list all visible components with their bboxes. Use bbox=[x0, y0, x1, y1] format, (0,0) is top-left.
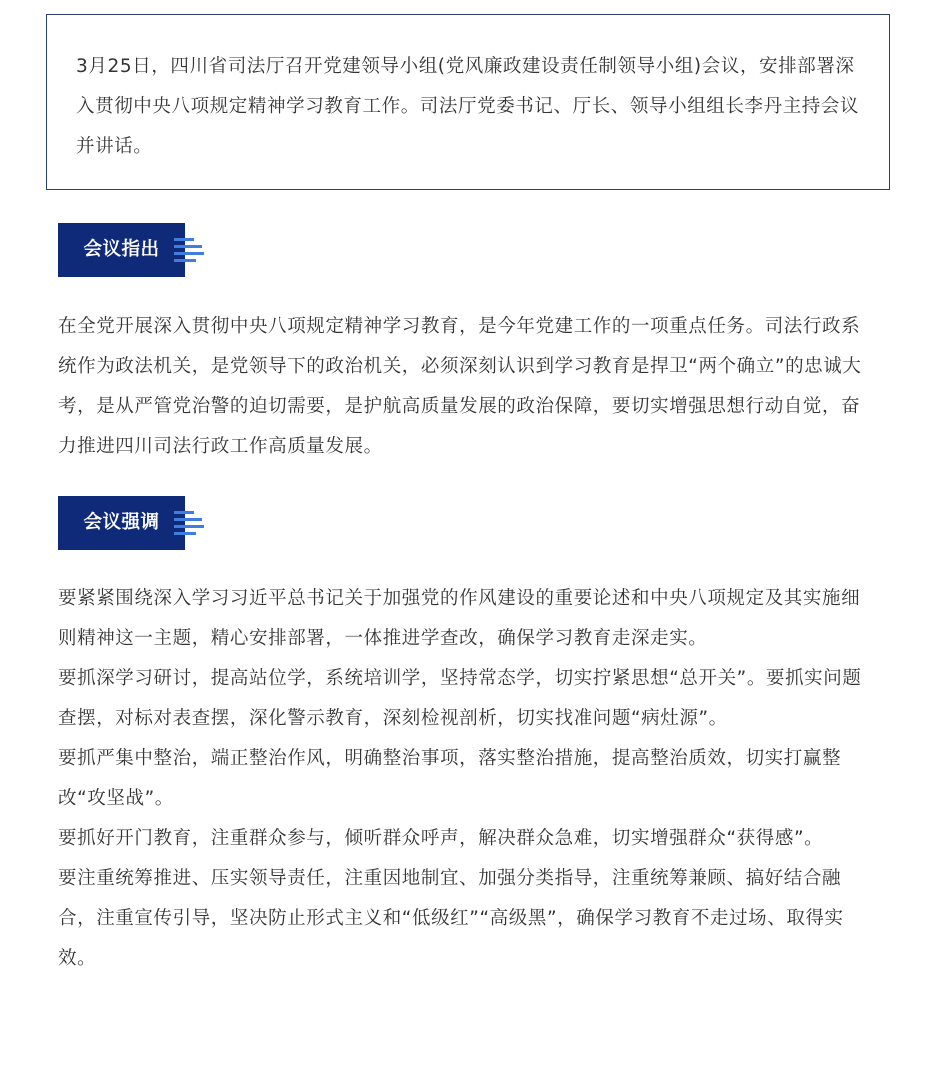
section-header-meeting-pointed-out bbox=[58, 223, 208, 277]
paragraph: 要抓好开门教育，注重群众参与，倾听群众呼声，解决群众急难，切实增强群众“获得感”。 bbox=[58, 828, 824, 849]
paragraph: 要抓严集中整治，端正整治作风，明确整治事项，落实整治措施，提高整治质效，切实打赢整改“攻坚战”。 bbox=[58, 748, 842, 809]
intro-text: 3月25日，四川省司法厅召开党建领导小组(党风廉政建设责任制领导小组)会议，安排部署深入贯彻中央八项规定精神学习教育工作。司法厅党委书记、厅长、领导小组组长李丹主持会议并讲话。 bbox=[76, 56, 860, 157]
section-body-meeting-pointed-out bbox=[58, 307, 878, 467]
intro-box bbox=[46, 14, 890, 190]
horizontal-lines-icon bbox=[174, 237, 206, 263]
paragraph: 要抓深学习研讨，提高站位学，系统培训学，坚持常态学，切实拧紧思想“总开关”。要抓实问题查摆，对标对表查摆，深化警示教育，深刻检视剖析，切实找准问题“病灶源”。 bbox=[58, 668, 862, 729]
paragraph: 在全党开展深入贯彻中央八项规定精神学习教育，是今年党建工作的一项重点任务。司法行政系统作为政法机关，是党领导下的政治机关，必须深刻认识到学习教育是捍卫“两个确立”的忠诚大考，是从严管党治警的迫切需要，是护航高质量发展的政治保障，要切实增强思想行动自觉，奋力推进四川司法行政工作高质量发展。 bbox=[58, 316, 862, 457]
horizontal-lines-icon bbox=[174, 510, 206, 536]
section-title: 会议强调 bbox=[58, 496, 185, 550]
paragraph: 要紧紧围绕深入学习习近平总书记关于加强党的作风建设的重要论述和中央八项规定及其实施细则精神这一主题，精心安排部署，一体推进学查改，确保学习教育走深走实。 bbox=[58, 588, 861, 649]
section-header-meeting-emphasized bbox=[58, 496, 208, 550]
paragraph: 要注重统筹推进、压实领导责任，注重因地制宜、加强分类指导，注重统筹兼顾、搞好结合融合，注重宣传引导，坚决防止形式主义和“低级红”“高级黑”，确保学习教育不走过场、取得实效。 bbox=[58, 868, 844, 969]
section-title: 会议指出 bbox=[58, 223, 185, 277]
section-body-meeting-emphasized bbox=[58, 579, 878, 979]
